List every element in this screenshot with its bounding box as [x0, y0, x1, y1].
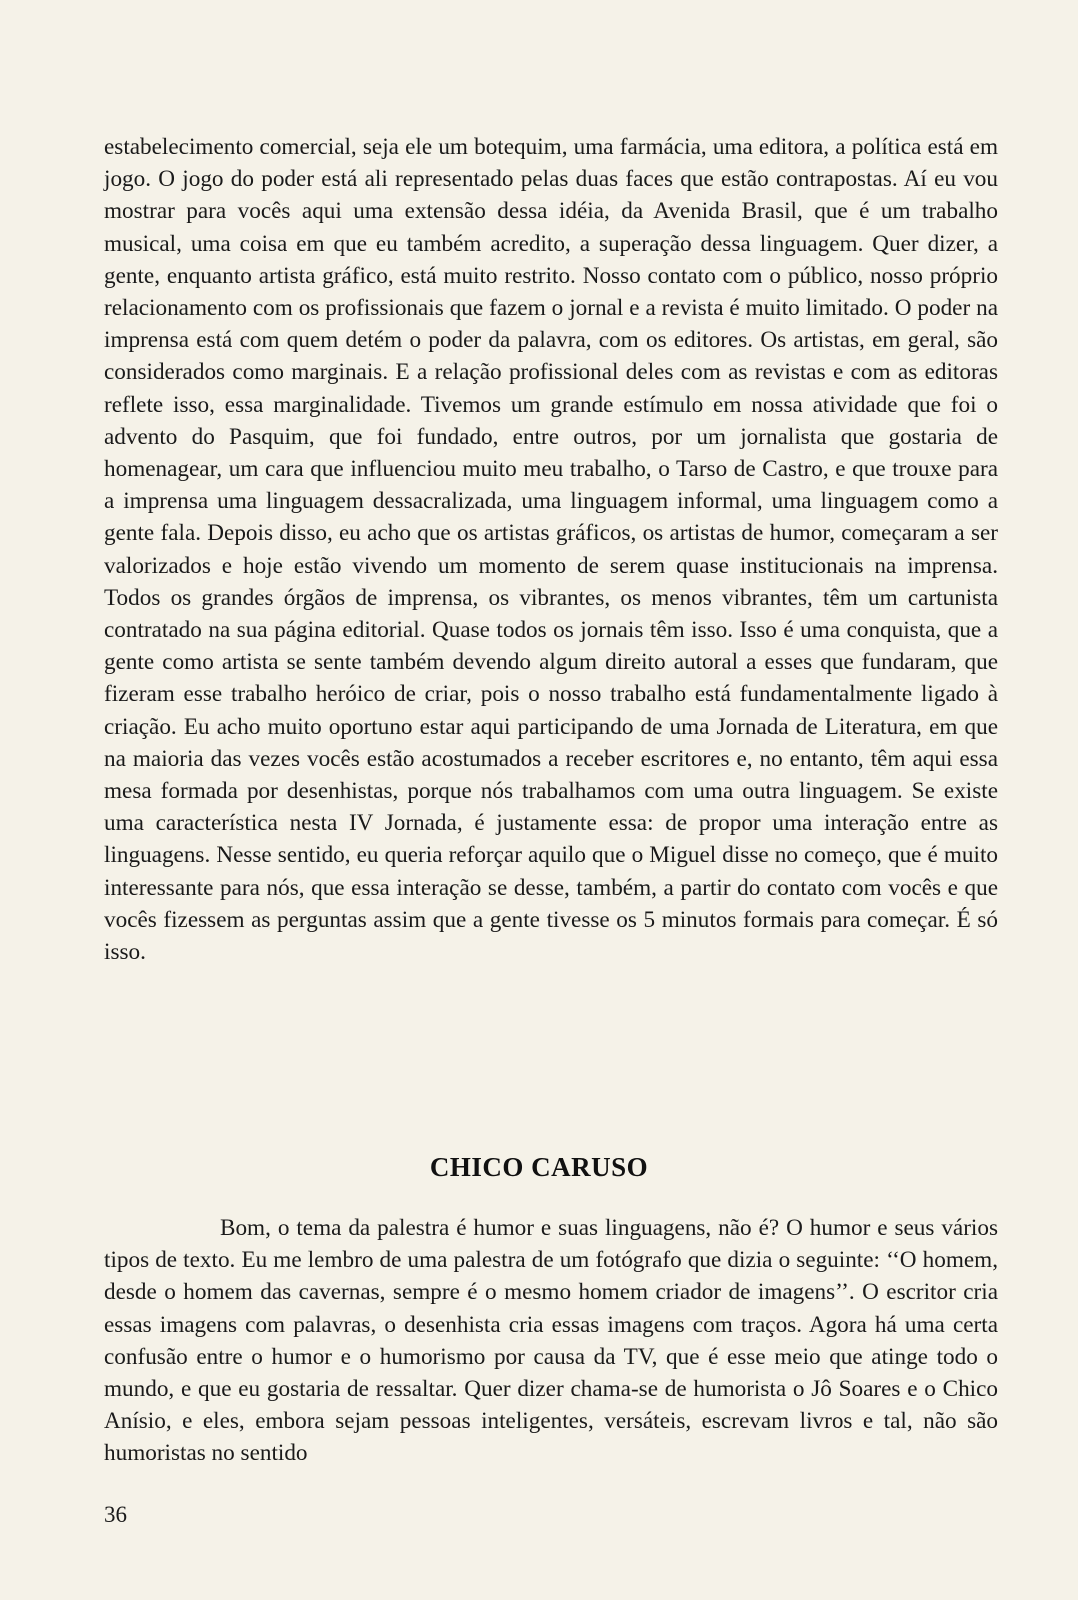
body-paragraph-speaker: Bom, o tema da palestra é humor e suas linguagens, não é? O humor e seus vários tipos de texto. Eu me lembro de uma palestra de um fotógrafo que dizia o seguinte: ‘‘O homem, desde o homem das cavernas, sempre é o mesmo homem criador de imagens’’. O escritor cria essas imagens com palavras, o desenhista cria essas imagens com traços. Agora há uma certa confusão entre o humor e o humorismo por causa da TV, que é esse meio que atinge todo o mundo, e que eu gostaria de ressaltar. Quer dizer chama-se de humorista o Jô Soares e o Chico Anísio, e eles, embora sejam pessoas inteligentes, versáteis, escrevam livros e tal, não são humoristas no sentido: [104, 1215, 998, 1467]
page-number: 36: [104, 1502, 127, 1527]
body-paragraph-continued: estabelecimento comercial, seja ele um botequim, uma farmácia, uma editora, a política está em jogo. O jogo do poder está ali representado pelas duas faces que estão contrapostas. Aí eu vou mostrar para vocês aqui uma extensão dessa idéia, da Avenida Brasil, que é um trabalho musical, uma coisa em que eu também acredito, a superação dessa linguagem. Quer dizer, a gente, enquanto artista gráfico, está muito restrito. Nosso contato com o público, nosso próprio relacionamento com os profissionais que fazem o jornal e a revista é muito limitado. O poder na imprensa está com quem detém o poder da palavra, com os editores. Os artistas, em geral, são considerados como marginais. E a relação profissional deles com as revistas e com as editoras reflete isso, essa marginalidade. Tivemos um grande estímulo em nossa atividade que foi o advento do Pasquim, que foi fundado, entre outros, por um jornalista que gostaria de homenagear, um cara que influenciou muito meu trabalho, o Tarso de Castro, e que trouxe para a imprensa uma linguagem dessacralizada, uma linguagem informal, uma linguagem como a gente fala. Depois disso, eu acho que os artistas gráficos, os artistas de humor, começaram a ser valorizados e hoje estão vivendo um momento de serem quase institucionais na imprensa. Todos os grandes órgãos de imprensa, os vibrantes, os menos vibrantes, têm um cartunista contratado na sua página editorial. Quase todos os jornais têm isso. Isso é uma conquista, que a gente como artista se sente também devendo algum direito autoral a esses que fundaram, que fizeram esse trabalho heróico de criar, pois o nosso trabalho está fundamentalmente ligado à criação. Eu acho muito oportuno estar aqui participando de uma Jornada de Literatura, em que na maioria das vezes vocês estão acostumados a receber escritores e, no entanto, têm aqui essa mesa formada por desenhistas, porque nós trabalhamos com uma outra linguagem. Se existe uma característica nesta IV Jornada, é justamente essa: de propor uma interação entre as linguagens. Nesse sentido, eu queria reforçar aquilo que o Miguel disse no começo, que é muito interessante para nós, que essa interação se desse, também, a partir do contato com vocês e que vocês fizessem as perguntas assim que a gente tivesse os 5 minutos formais para começar. É só isso.: [104, 134, 998, 966]
section-heading: CHICO CARUSO: [429, 1152, 649, 1182]
